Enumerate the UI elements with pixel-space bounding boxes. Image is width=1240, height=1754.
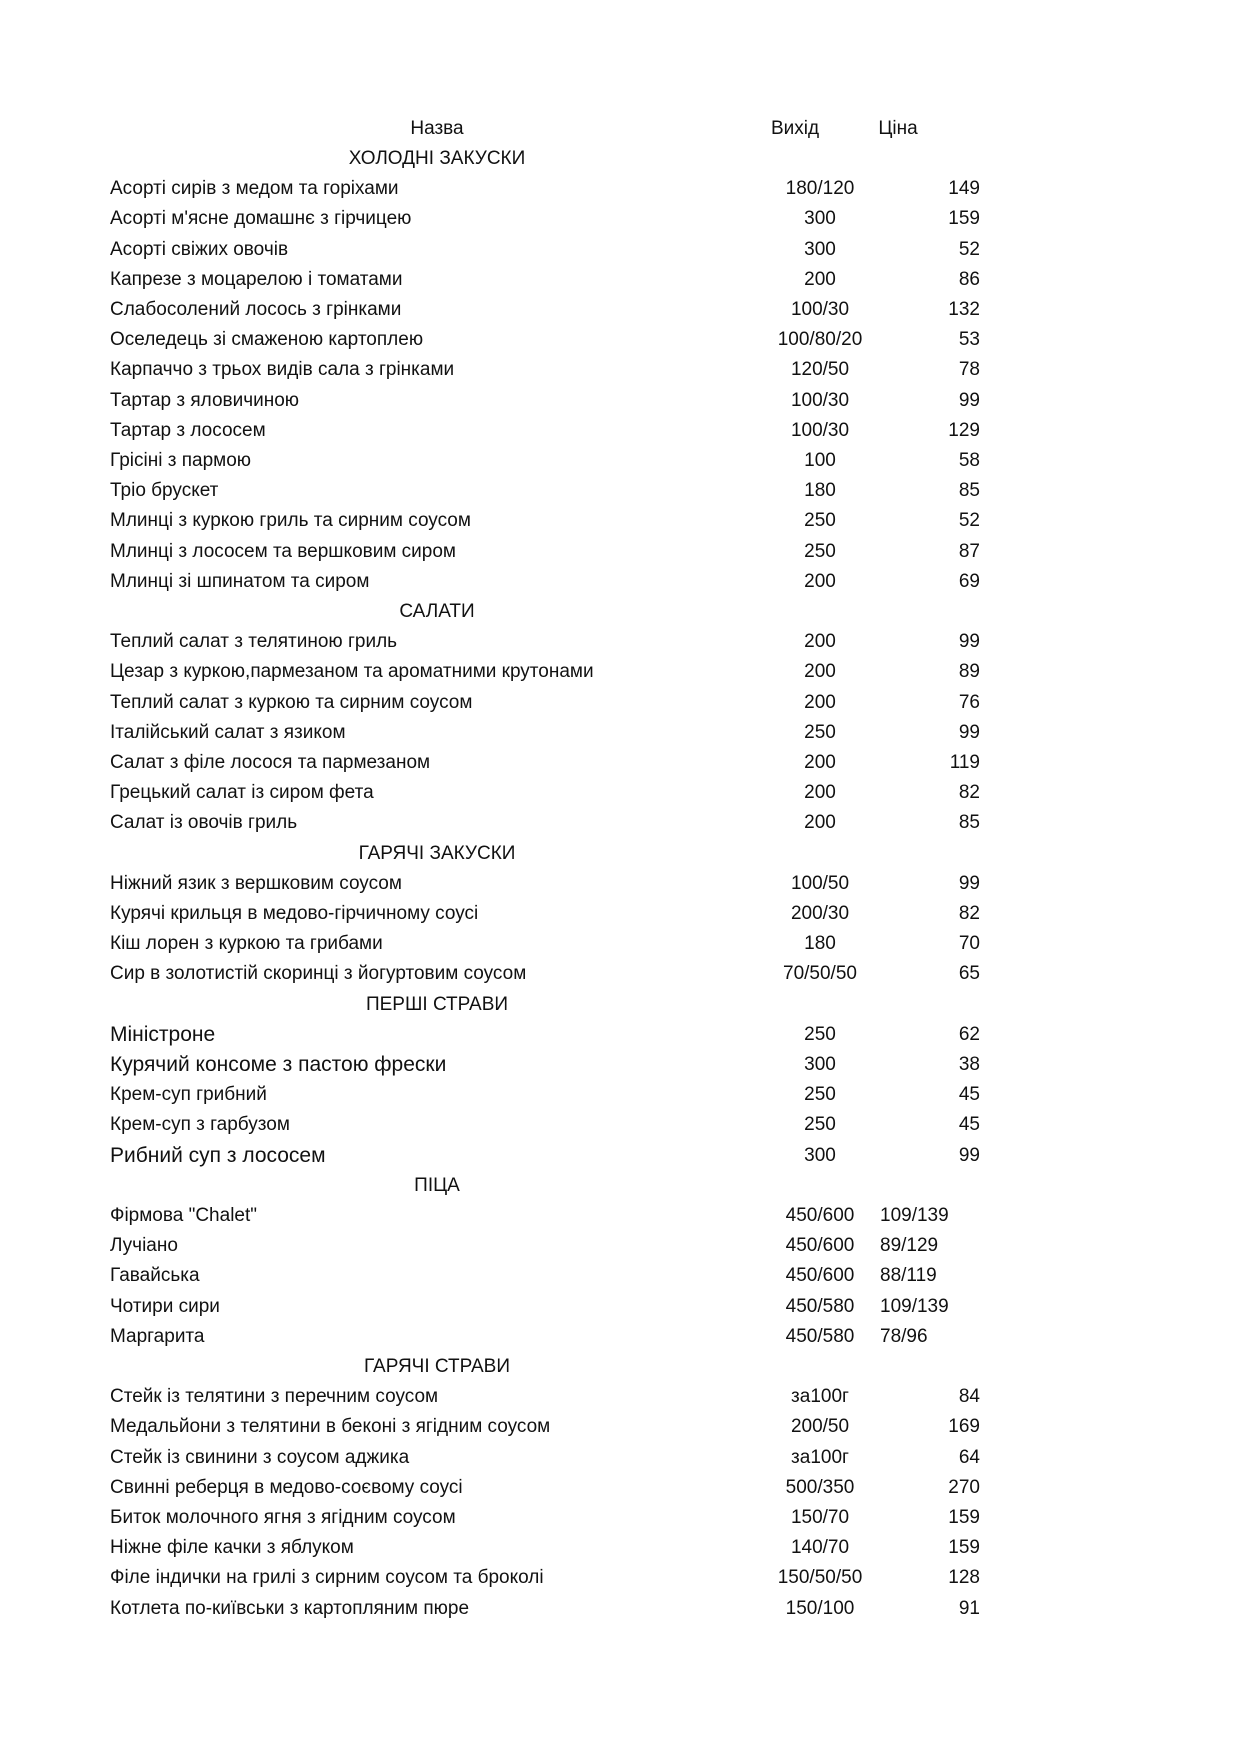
item-name: Карпаччо з трьох видів сала з грінками (110, 359, 455, 381)
item-output-text: за100г (791, 1446, 849, 1468)
item-price-text: 84 (958, 1386, 980, 1408)
item-name: Гавайська (110, 1265, 200, 1287)
item-price-text: 119 (949, 752, 980, 773)
section-title (0, 990, 1240, 1020)
section-title-text: ГАРЯЧІ СТРАВИ (364, 1356, 510, 1377)
item-price-text: 53 (958, 329, 980, 351)
item-name: Ніжне філе качки з яблуком (110, 1537, 354, 1559)
item-output-text: 100/30 (790, 389, 850, 411)
item-name: Сир в золотистій скоринці з йогуртовим соусом (110, 963, 527, 985)
item-output-text: 250 (804, 721, 836, 743)
item-name: Млинці з куркою гриль та сирним соусом (110, 510, 471, 532)
menu-item-row (0, 537, 1240, 567)
item-name: Асорті сирів з медом та горіхами (110, 178, 399, 200)
item-output-text: 300 (804, 1054, 836, 1075)
item-price-text: 159 (948, 1507, 980, 1528)
item-output-text: 200 (804, 661, 836, 683)
item-output-text: 100 (804, 450, 836, 471)
item-name: Асорті м'ясне домашнє з гірчицею (110, 208, 412, 230)
menu-item-row (0, 1594, 1240, 1624)
menu-item-row (0, 386, 1240, 416)
item-name: Салат з філе лосося та пармезаном (110, 752, 431, 773)
menu-item-row (0, 688, 1240, 718)
item-output-text: 180 (804, 933, 836, 955)
menu-item-row (0, 1110, 1240, 1140)
item-price-text: 38 (958, 1054, 980, 1075)
menu-item-row (0, 506, 1240, 536)
menu-item-row (0, 295, 1240, 325)
item-price-text: 89 (958, 661, 980, 683)
item-output-text: 450/580 (785, 1295, 855, 1317)
menu-item-row (0, 446, 1240, 476)
menu-item-row (0, 1201, 1240, 1231)
item-price-text: 99 (958, 389, 980, 411)
item-name: Асорті свіжих овочів (110, 238, 289, 260)
item-price-text: 78/96 (880, 1325, 928, 1347)
item-output-text: 120/50 (790, 359, 850, 381)
item-price-text: 69 (958, 570, 980, 592)
section-title-text: ПЕРШІ СТРАВИ (365, 993, 509, 1015)
item-price-text: 159 (948, 208, 980, 230)
item-output-text: 100/50 (790, 872, 850, 894)
item-output-text: 450/600 (785, 1265, 855, 1287)
item-name: Капрезе з моцарелою і томатами (110, 268, 403, 290)
menu-item-row (0, 325, 1240, 355)
item-name: Стейк із телятини з перечним соусом (110, 1386, 439, 1408)
item-output-text: 150/100 (785, 1597, 855, 1619)
item-price-text: 65 (958, 963, 980, 985)
menu-item-row (0, 476, 1240, 506)
item-output-text: 200 (804, 782, 836, 804)
item-price-text: 85 (958, 812, 980, 834)
item-name: Крем-суп з гарбузом (110, 1114, 290, 1136)
menu-item-row (0, 1473, 1240, 1503)
item-name: Філе індички на грилі з сирним соусом та броколі (110, 1567, 544, 1589)
item-output-text: 200 (804, 691, 836, 713)
item-name: Котлета по-київськи з картопляним пюре (110, 1597, 470, 1619)
item-name: Маргарита (110, 1325, 205, 1347)
menu-item-row (0, 1080, 1240, 1110)
menu-item-row (0, 748, 1240, 778)
item-price-text: 82 (958, 782, 980, 804)
item-price-text: 169 (948, 1416, 980, 1438)
item-price-text: 76 (958, 691, 980, 713)
menu-item-row (0, 1533, 1240, 1563)
item-name: Лучіано (110, 1235, 178, 1257)
menu-item-row (0, 959, 1240, 989)
item-name: Теплий салат з телятиною гриль (110, 631, 398, 653)
item-output-text: 200 (804, 570, 836, 592)
menu-item-row (0, 1382, 1240, 1412)
item-output-text: 250 (804, 540, 836, 562)
menu-item-row (0, 1020, 1240, 1050)
menu-item-row (0, 265, 1240, 295)
section-title (0, 144, 1240, 174)
section-title-text: ПІЦА (414, 1174, 460, 1196)
menu-item-row (0, 204, 1240, 234)
menu-item-row (0, 1141, 1240, 1171)
item-price-text: 58 (958, 450, 980, 471)
item-price-text: 109/139 (880, 1205, 949, 1226)
item-output-text: 200 (804, 752, 836, 773)
item-name: Биток молочного ягня з ягідним соусом (110, 1507, 456, 1528)
item-name: Рибний суп з лососем (110, 1143, 326, 1167)
item-name: Тартар з яловичиною (110, 389, 300, 411)
item-output-text: 70/50/50 (783, 963, 857, 985)
menu-item-row (0, 1412, 1240, 1442)
item-price-text: 78 (958, 359, 980, 381)
item-output-text: 450/600 (785, 1235, 855, 1257)
item-name: Свинні реберця в медово-соєвому соусі (110, 1476, 463, 1498)
menu-item-row (0, 808, 1240, 838)
item-name: Грісіні з пармою (110, 450, 252, 471)
item-name: Курячі крильця в медово-гірчичному соусі (110, 903, 479, 924)
item-price-text: 64 (958, 1446, 980, 1468)
item-price-text: 88/119 (880, 1265, 937, 1287)
menu-item-row (0, 1231, 1240, 1261)
menu-item-row (0, 1050, 1240, 1080)
item-price-text: 149 (948, 178, 980, 200)
menu-item-row (0, 627, 1240, 657)
item-output-text: 500/350 (785, 1476, 855, 1498)
item-name: Стейк із свинини з соусом аджика (110, 1446, 410, 1468)
item-output-text: 140/70 (790, 1537, 850, 1559)
section-title-text: ГАРЯЧІ ЗАКУСКИ (358, 842, 516, 864)
item-output-text: 180/120 (785, 178, 855, 200)
item-name: Млинці зі шпинатом та сиром (110, 570, 370, 592)
item-output-text: 100/30 (790, 419, 850, 441)
item-name: Медальйони з телятини в беконі з ягідним соусом (110, 1416, 551, 1438)
menu-item-row (0, 657, 1240, 687)
menu-item-row (0, 1261, 1240, 1291)
item-output-text: за100г (791, 1386, 849, 1408)
item-price-text: 99 (958, 631, 980, 653)
item-price-text: 62 (958, 1023, 980, 1045)
item-name: Ніжний язик з вершковим соусом (110, 872, 402, 894)
column-header: Назва Вихід Ціна (410, 118, 918, 139)
menu-item-row (0, 899, 1240, 929)
item-name: Салат із овочів гриль (110, 812, 298, 834)
item-name: Крем-суп грибний (110, 1084, 267, 1106)
menu-item-row (0, 567, 1240, 597)
item-output-text: 150/70 (790, 1507, 850, 1528)
item-price-text: 109/139 (880, 1295, 949, 1317)
item-name: Фірмова "Chalet" (110, 1205, 257, 1226)
item-price-text: 159 (948, 1537, 980, 1559)
item-price-text: 99 (958, 872, 980, 894)
menu-item-row (0, 1322, 1240, 1352)
item-price-text: 89/129 (880, 1235, 939, 1257)
item-output-text: 250 (804, 1084, 836, 1106)
menu-item-row (0, 778, 1240, 808)
item-price-text: 86 (958, 268, 980, 290)
menu-item-row (0, 718, 1240, 748)
item-output-text: 300 (804, 1144, 836, 1166)
item-price-text: 99 (958, 1144, 980, 1166)
item-name: Грецький салат із сиром фета (110, 782, 374, 804)
item-name: Млинці з лососем та вершковим сиром (110, 540, 456, 562)
item-output-text: 200/30 (790, 903, 850, 924)
section-title (0, 1171, 1240, 1201)
item-name: Цезар з куркою,пармезаном та ароматними крутонами (110, 661, 594, 683)
item-output-text: 200/50 (790, 1416, 850, 1438)
item-output-text: 150/50/50 (777, 1567, 863, 1589)
item-name: Теплий салат з куркою та сирним соусом (110, 691, 473, 713)
item-output-text: 250 (804, 1023, 836, 1045)
section-title (0, 597, 1240, 627)
section-title-text: САЛАТИ (399, 601, 475, 622)
item-price-text: 91 (958, 1597, 980, 1619)
item-price-text: 52 (958, 510, 980, 532)
menu-item-row (0, 355, 1240, 385)
menu-item-row (0, 174, 1240, 204)
item-price-text: 132 (948, 299, 980, 320)
item-price-text: 52 (958, 238, 980, 260)
item-price-text: 128 (948, 1567, 980, 1589)
menu-item-row (0, 1563, 1240, 1593)
item-price-text: 45 (958, 1084, 980, 1106)
menu-item-row (0, 929, 1240, 959)
item-name: Тартар з лососем (110, 419, 266, 441)
item-name: Чотири сири (110, 1295, 220, 1317)
item-output-text: 250 (804, 1114, 836, 1136)
item-price-text: 82 (958, 903, 980, 924)
item-name: Слабосолений лосось з грінками (110, 299, 402, 320)
item-output-text: 100/30 (790, 299, 850, 320)
section-title (0, 1352, 1240, 1382)
item-output-text: 250 (804, 510, 836, 532)
item-output-text: 300 (804, 238, 836, 260)
item-price-text: 87 (958, 540, 980, 562)
item-name: Курячий консоме з пастою фрески (110, 1053, 447, 1076)
item-output-text: 200 (804, 812, 836, 834)
item-name: Італійський салат з язиком (110, 721, 346, 743)
item-price-text: 45 (958, 1114, 980, 1136)
item-output-text: 200 (804, 631, 836, 653)
item-price-text: 85 (958, 480, 980, 502)
item-price-text: 99 (958, 721, 980, 743)
item-name: Кіш лорен з куркою та грибами (110, 933, 383, 955)
item-output-text: 300 (804, 208, 836, 230)
item-output-text: 180 (804, 480, 836, 502)
item-output-text: 100/80/20 (777, 329, 863, 351)
item-price-text: 129 (948, 419, 980, 441)
menu-item-row (0, 1503, 1240, 1533)
item-output-text: 200 (804, 268, 836, 290)
section-title-text: ХОЛОДНІ ЗАКУСКИ (348, 148, 526, 169)
menu-item-row (0, 869, 1240, 899)
item-output-text: 450/600 (785, 1205, 855, 1226)
menu-item-row (0, 1443, 1240, 1473)
item-price-text: 70 (958, 933, 980, 955)
menu-item-row (0, 1292, 1240, 1322)
section-title (0, 839, 1240, 869)
item-output-text: 450/580 (785, 1325, 855, 1347)
menu-item-row (0, 416, 1240, 446)
menu-item-row (0, 235, 1240, 265)
item-name: Міністроне (110, 1022, 216, 1046)
item-price-text: 270 (948, 1476, 980, 1498)
item-name: Оселедець зі смаженою картоплею (110, 329, 424, 351)
item-name: Тріо брускет (110, 480, 219, 502)
